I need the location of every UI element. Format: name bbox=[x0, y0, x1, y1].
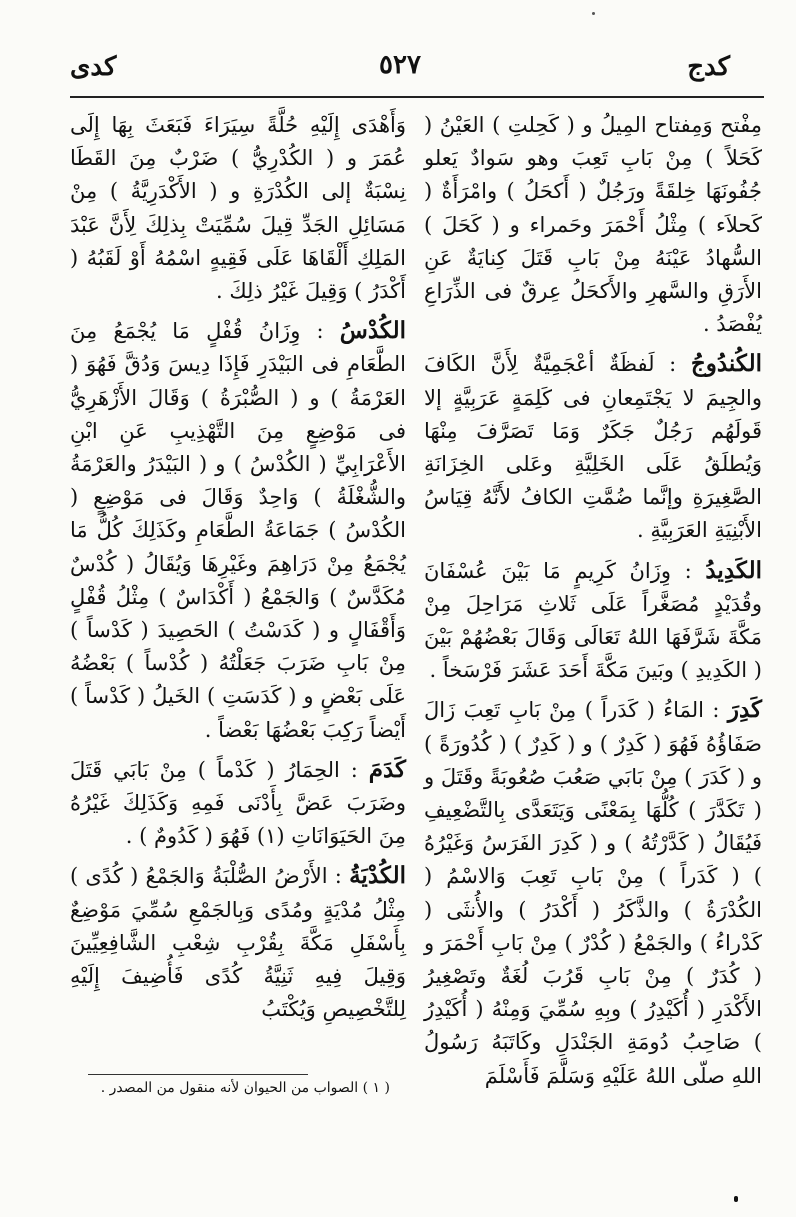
right-column bbox=[424, 108, 762, 1093]
entry-headword: كَدَمَ bbox=[368, 755, 406, 783]
speck bbox=[734, 1196, 738, 1202]
entry-text: : الأَرْضُ الصُّلْبَةُ وَالجَمْعُ ( كُدًى ) مِثْلُ مُدْيَةٍ ومُدًى وَبِالجَمْعِ سُمِّيَ مَوْضِعٌ بِأَسْفَلِ مَكَّةَ بِقُرْبِ شِعْبِ الشَّافِعِيِّينَ وَقِيلَ فِيهِ ثَنِيَّةُ كُدًى فَأُضِيفَ إِلَيْهِ لِلتَّخْصِيصِ وَيُكْتَبُ bbox=[70, 864, 406, 1022]
speck bbox=[592, 12, 595, 15]
entry-text: مِفْتح وَمِفتاح المِيلُ و ( كَحِلتِ ) العَيْنُ ( كَحَلاً ) مِنْ بَابِ تَعِبَ وهو سَوادٌ يَعلو جُفُونَهَا خِلقَةً ورَجُلٌ ( أَكحَلُ ) وامْرَأَةٌ ( كَحلاَء ) مِثْلُ أَحْمَرَ وحَمراء و ( كَحَلَ ) السُّهادُ عَيْنَهُ مِنْ بَابِ قَتَلَ كِنايَةٌ عَنِ الأَرَقِ والسَّهرِ والأَكحَلُ عِرقٌ فى الذِّرَاعِ يُفْصَدُ . bbox=[424, 113, 762, 337]
entry-headword: الكَدِيدُ bbox=[705, 556, 762, 584]
entry bbox=[424, 693, 762, 1092]
entry-text: : وِزَانُ قُفْلٍ مَا يُجْمَعُ مِنَ الطَّعَامِ فى البَيْدَرِ فَإِذَا دِيسَ وَدُقَّ فَهُوَ ( العَرْمَةُ ) و ( الصُّبْرَةُ ) وَقَالَ الأَزْهَرِيُّ فى مَوْضِعٍ مِنَ التَّهْذِيبِ عَنِ ابْنِ الأَعْرَابِيِّ ( الكُدْسُ ) و ( البَيْدَرُ والعَرْمَةُ والشُّغْلَةُ ) وَاحِدٌ وَقَالَ فى مَوْضِعٍ ( الكُدْسُ ) جَمَاعَةُ الطَّعَامِ وكَذَلِكَ كُلُّ مَا يُجْمَعُ مِنْ دَرَاهِمَ وغَيْرِهَا وَيُقَالُ ( كُدْسٌ مُكَدَّسٌ ) وَالجَمْعُ ( أَكْدَاسٌ ) مِثْلُ قُفْلٍ وَأَقْفَالٍ و ( كَدَسْتُ ) الحَصِيدَ ( كَدْساً ) مِنْ بَابِ ضَرَبَ جَعَلْتُهُ ( كُدْساً ) بَعْضُهُ عَلَى بَعْضٍ و ( كَدَسَتِ ) الخَيلُ ( كَدْساً ) أَيْضاً رَكِبَ بَعْضُهَا بَعْضاً . bbox=[70, 319, 406, 742]
entry bbox=[424, 108, 762, 341]
header-rule bbox=[70, 96, 764, 98]
entry-text: وَأَهْدَى إِلَيْهِ حُلَّةً سِيَرَاءَ فَبَعَثَ بِهَا إِلَى عُمَرَ و ( الكُدْرِيُّ ) ضَرْبٌ مِنَ القَطَا نِسْبَةٌ إلى الكُدْرَةِ و ( الأَكْدَرِيَّةُ ) مِنْ مَسَائِلِ الجَدِّ قِيلَ سُمِّيَتْ بِذلِكَ لِأَنَّ عَبْدَ المَلِكِ أَلْقَاهَا عَلَى فَقِيهٍ اسْمُهُ أَوْ لَقَبُهُ ( أَكْدَرُ ) وَقِيلَ غَيْرُ ذلِكَ . bbox=[70, 113, 406, 304]
page-header bbox=[70, 50, 730, 94]
entry bbox=[424, 347, 762, 547]
entry-text: : الحِمَارُ ( كَدْماً ) مِنْ بَابَي قَتَلَ وضَرَبَ عَضَّ بِأَدْنَى فَمِهِ وَكَذَلِكَ غَيْرُهُ مِنَ الحَيَوَانَاتِ (١) فَهُوَ ( كَدُومٌ ) . bbox=[70, 757, 406, 849]
entry bbox=[70, 108, 406, 308]
entry bbox=[70, 753, 406, 854]
entry-headword: الكُندُوجُ bbox=[690, 350, 762, 378]
entry-text: : المَاءُ ( كَدَراً ) مِنْ بَابِ تَعِبَ زَالَ صَفَاؤُهُ فَهُوَ ( كَدِرٌ ) و ( كَدِرٌ ) ( كُدُورَةً ) و ( كَدَرَ ) مِنْ بَابَي صَعُبَ صُعُوبَةً وقَتَلَ و ( تَكَدَّرَ ) كُلُّهَا بِمَعْنًى وَيَتَعَدَّى بِالتَّضْعِيفِ فَيُقَالُ ( كَدَّرْتُهُ ) و ( كَدِرَ الفَرَسُ وَغَيْرُهُ ) ( كَدَراً ) مِنْ بَابِ تَعِبَ وَالاسْمُ ( الكُدْرَةُ ) والذَّكَرُ ( أَكْدَرُ ) والأُنثَى ( كَدْراءُ ) والجَمْعُ ( كُدْرٌ ) مِنْ بَابِ أَحْمَرَ و ( كُدَرٌ ) مِنْ بَابِ قَرُبَ لُغَةٌ وتَصْغِيرُ الأَكْدَرِ ( أُكَيْدِرُ ) وبِهِ سُمِّيَ وَمِنْهُ ( أُكَيْدِرُ ) صَاحِبُ دُومَةِ الجَنْدَلِ وكَاتَبَهُ رَسُولُ اللهِ صلّى اللهُ عَلَيْهِ وَسَلَّمَ فَأَسْلَمَ bbox=[424, 698, 762, 1088]
entry-text: : وِزَانُ كَرِيمٍ مَا بَيْنَ عُسْفَانَ وقُدَيْدٍ مُصَغَّراً عَلَى ثَلاثِ مَرَاحِلَ مِنْ مَكَّةَ شَرَّفَهَا اللهُ تَعَالَى وَقَالَ بَعْضُهُمْ بَيْنَ ( الكَدِيدِ ) وبَينَ مَكَّةَ أَحَدَ عَشَرَ فَرْسَخاً . bbox=[424, 558, 762, 683]
footnote: ( ١ ) الصواب من الحيوان لأنه منقول من المصدر . bbox=[100, 1080, 390, 1096]
entry bbox=[70, 859, 406, 1026]
entry-headword: الكُدْسُ bbox=[339, 317, 406, 345]
entry bbox=[424, 554, 762, 688]
entry bbox=[70, 314, 406, 747]
header-right-word: كدج bbox=[687, 52, 730, 82]
entry-headword: الكُدْيَةُ bbox=[349, 862, 406, 890]
left-column bbox=[70, 108, 406, 1026]
entry-text: : لَفظَةٌ أعْجَمِيَّةٌ لِأَنَّ الكَافَ والجِيمَ لا يَجْتَمِعانِ فى كَلِمَةٍ عَرَبِيَّةٍ إلا قَولَهُم رَجُلٌ جَكَرٌ وَمَا تَصَرَّفَ مِنْهَا وَيُطلَقُ عَلَى الخَلِيَّةِ وعَلى الخِزَانَةِ الصَّغِيرَةِ وإنَّما ضُمَّتِ الكافُ لأَنَّهُ قِيَاسُ الأَبْنِيَةِ العَرَبِيَّةِ . bbox=[424, 352, 762, 543]
header-left-word: كدى bbox=[70, 52, 117, 82]
footnote-rule bbox=[88, 1074, 308, 1075]
page-number: ٥٢٧ bbox=[379, 50, 421, 80]
entry-headword: كَدِرَ bbox=[727, 696, 762, 724]
